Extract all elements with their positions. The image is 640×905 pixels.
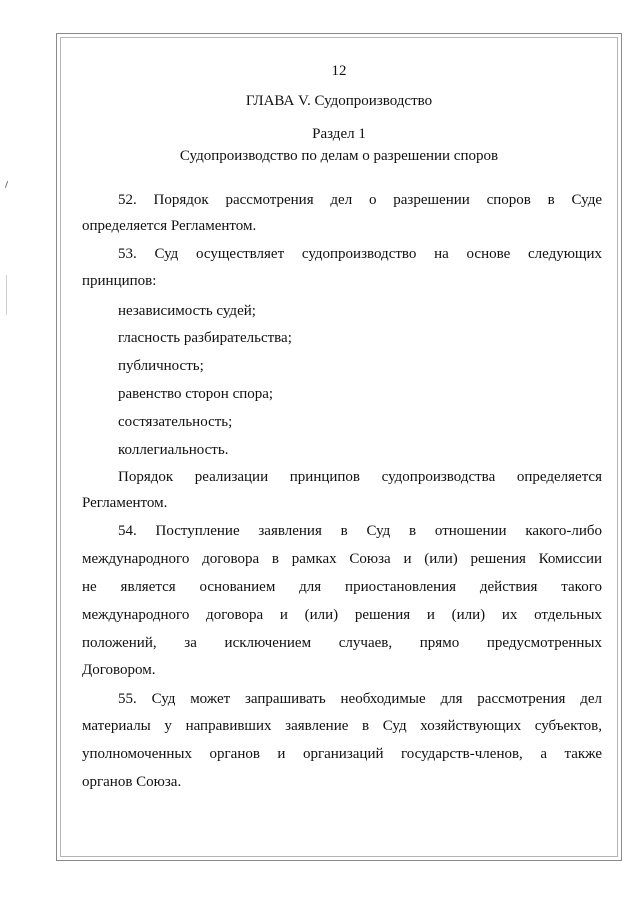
paragraph-line: 52. Порядок рассмотрения дел о разрешении споров в Суде: [118, 192, 602, 208]
paragraph-line: определяется Регламентом.: [82, 218, 257, 234]
list-item: коллегиальность.: [118, 442, 229, 458]
paragraph-line: международного договора и (или) решения и (или) их отдельных: [82, 607, 602, 623]
paragraph-line: органов Союза.: [82, 774, 182, 790]
paragraph-line: не является основанием для приостановления действия такого: [82, 579, 602, 595]
chapter-title: ГЛАВА V. Судопроизводство: [245, 93, 433, 109]
list-item: независимость судей;: [118, 303, 256, 319]
page-number: 12: [331, 63, 347, 79]
section-title: Судопроизводство по делам о разрешении споров: [179, 148, 499, 164]
scan-mark: [6, 275, 7, 315]
paragraph-line: 55. Суд может запрашивать необходимые для рассмотрения дел: [118, 691, 602, 707]
section-label: Раздел 1: [312, 126, 366, 142]
paragraph-line: Регламентом.: [82, 495, 168, 511]
list-item: равенство сторон спора;: [118, 386, 274, 402]
paragraph-line: Порядок реализации принципов судопроизводства определяется: [118, 469, 602, 485]
paragraph-line: 54. Поступление заявления в Суд в отношении какого-либо: [118, 523, 602, 539]
paragraph-line: положений, за исключением случаев, прямо предусмотренных: [82, 635, 602, 651]
scan-mark: [5, 181, 8, 188]
paragraph-line: международного договора в рамках Союза и (или) решения Комиссии: [82, 551, 602, 567]
list-item: публичность;: [118, 358, 204, 374]
list-item: состязательность;: [118, 414, 233, 430]
paragraph-line: принципов:: [82, 273, 157, 289]
paragraph-line: 53. Суд осуществляет судопроизводство на основе следующих: [118, 246, 602, 262]
paragraph-line: материалы у направивших заявление в Суд хозяйствующих субъектов,: [82, 718, 602, 734]
paragraph-line: уполномоченных органов и организаций государств-членов, а также: [82, 746, 602, 762]
list-item: гласность разбирательства;: [118, 330, 292, 346]
paragraph-line: Договором.: [82, 662, 156, 678]
